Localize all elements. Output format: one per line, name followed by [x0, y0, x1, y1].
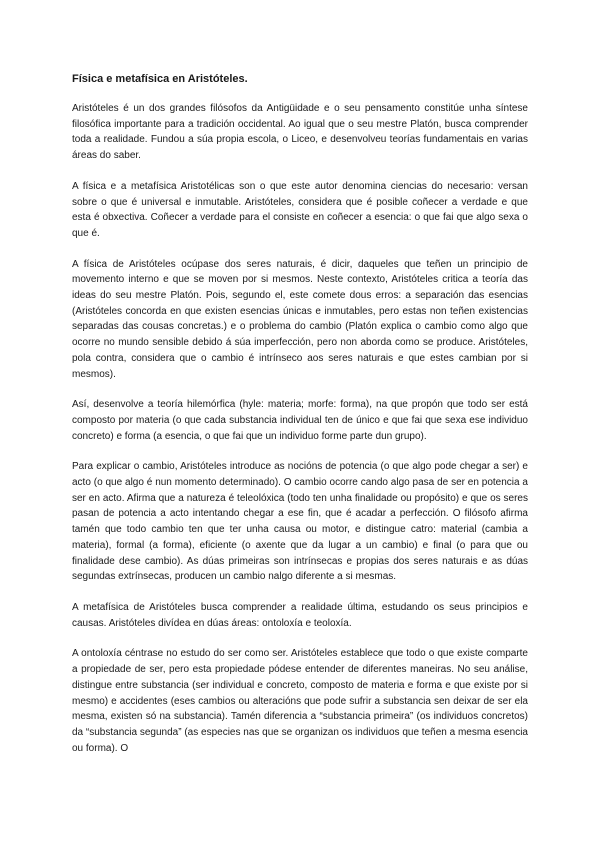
paragraph-intro: Aristóteles é un dos grandes filósofos da Antigüidade e o seu pensamento constitúe unha síntese filosófica importante para a tradición occidental. Ao igual que o seu mestre Platón, busca comprender toda a realidade. Fundou a súa propia escola, o Liceo, e desenvolveu teorías fundamentais en varias áreas do saber.: [72, 103, 528, 162]
paragraph-metaphysics: A metafísica de Aristóteles busca comprender a realidade última, estudando os seus principios e causas. Aristóteles divídea en dúas áreas: ontoloxía e teoloxía.: [72, 601, 528, 629]
paragraph-change: Para explicar o cambio, Aristóteles introduce as nocións de potencia (o que algo pode chegar a ser) e acto (o que algo é nun momento determinado). O cambio ocorre cando algo pasa de ser en potencia a ser en acto. Afirma que a natureza é teleolóxica (todo ten unha finalidade ou propósito) e que os seres pasan de potencia a acto intentando chegar a ese fin, que é acadar a perfección. O filósofo afirma tamén que todo cambio ten que ter unha causa ou motor, e distingue catro: material (cambia a materia), formal (a forma), eficiente (o axente que da lugar a un cambio) e final (o para que ou finalidade dese cambio). As dúas primeiras son intrínsecas e propias dos seres naturais e as dúas segundas extrínsecas, producen un cambio nalgo diferente a si mesmas.: [72, 461, 528, 583]
document-title: Física e metafísica en Aristóteles.: [72, 73, 248, 85]
paragraph-ontology: A ontoloxía céntrase no estudo do ser como ser. Aristóteles establece que todo o que existe comparte a propiedade de ser, pero esta propiedade pódese entender de diferentes maneiras. No seu análise, distingue entre substancia (ser individual e concreto, composto de materia e forma e que existe por si mesmo) e accidentes (eses cambios ou alteracións que pode sufrir a substancia sen deixar de ser ela mesma, existen só na substancia). Tamén diferencia a “substancia primeira” (os individuos concretos) da “substancia segunda” (as especies nas que se organizan os individuos que teñen a mesma esencia ou forma). O: [72, 648, 528, 754]
paragraph-physics: A física de Aristóteles ocúpase dos seres naturais, é dicir, daqueles que teñen un principio de movemento interno e que se moven por si mesmos. Neste contexto, Aristóteles critica a teoría das ideas do seu mestre Platón. Pois, segundo el, este comete dous erros: a separación das esencias (Aristóteles concorda en que existen esencias únicas e inmutables, pero estas non teñen existencias separadas das cousas concretas.) e o problema do cambio (Platón explica o cambio como algo que ocorre no mundo sensible debido á súa imperfección, pero non aborda como se produce. Aristóteles, pola contra, considera que o cambio é intrínseco aos seres naturais e que estes cambian por si mesmos).: [72, 258, 528, 380]
paragraph-necessary-sciences: A física e a metafísica Aristotélicas son o que este autor denomina ciencias do necesario: versan sobre o que é universal e inmutable. Aristóteles, considera que é posible coñecer a verdade e que esta é obxectiva. Coñecer a verdade para el consiste en coñecer a esencia: o que fai que algo sexa o que é.: [72, 180, 528, 239]
paragraph-hylomorphism: Así, desenvolve a teoría hilemórfica (hyle: materia; morfe: forma), na que propón que todo ser está composto por materia (o que cada substancia individual ten de único e que fai que sexa ese individuo concreto) e forma (a esencia, o que fai que un individuo forme parte dun grupo).: [72, 399, 528, 442]
